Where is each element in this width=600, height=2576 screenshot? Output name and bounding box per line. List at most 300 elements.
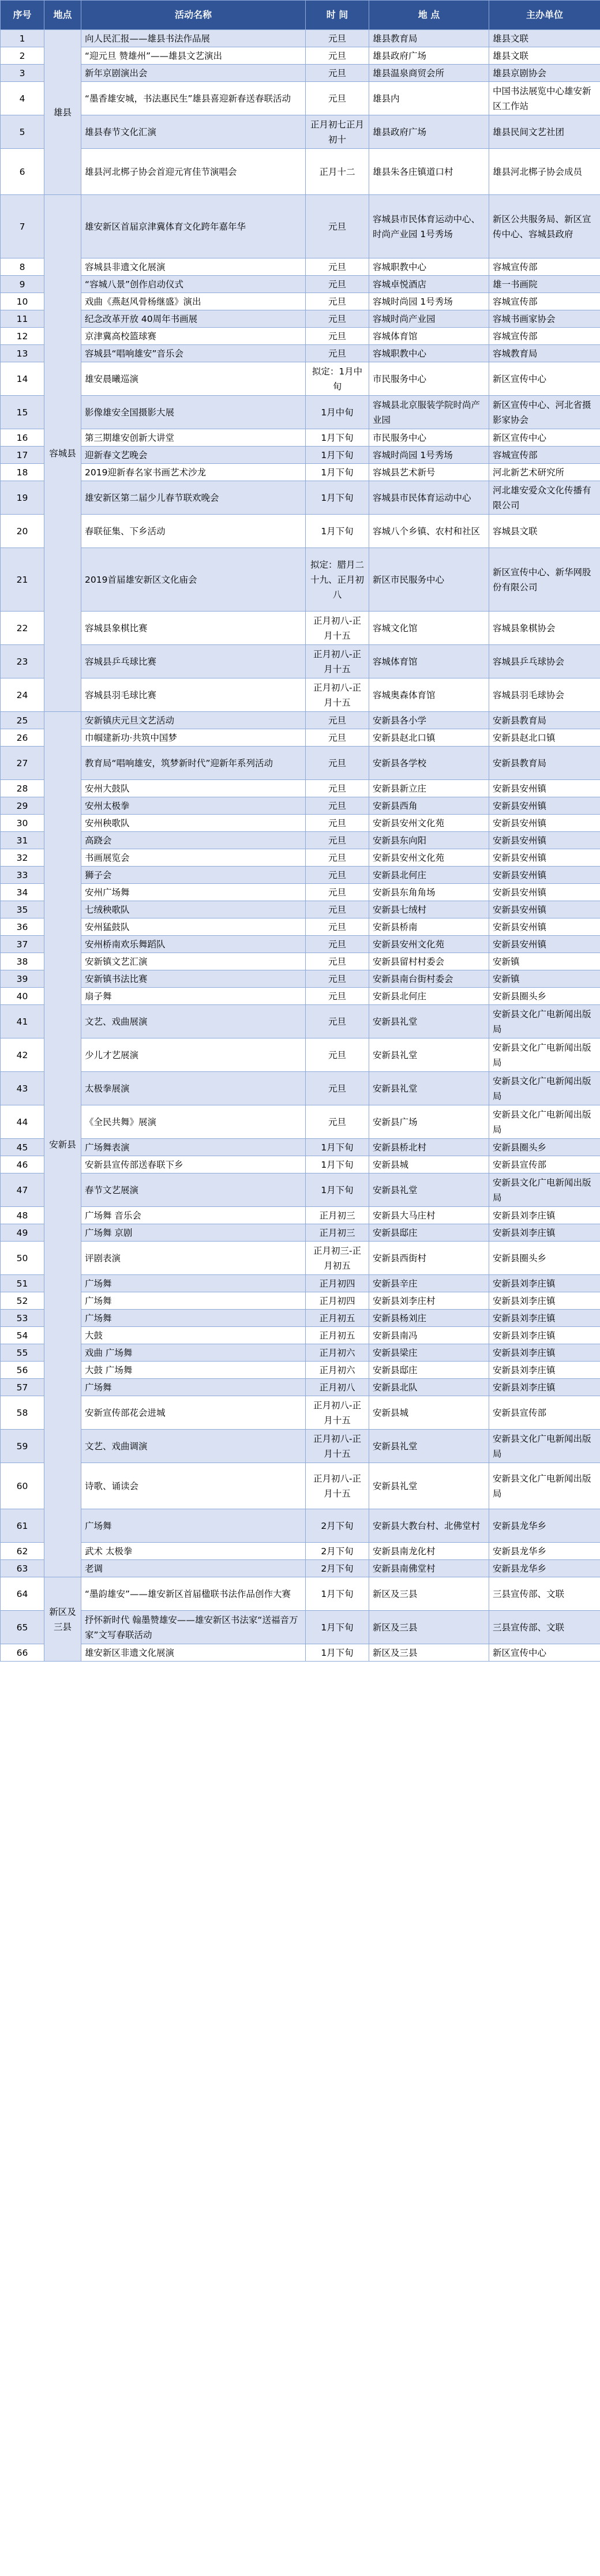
activity-name: 少儿才艺展演 <box>81 1038 306 1072</box>
activity-name: 抒怀新时代 翰墨赞雄安——雄安新区书法家“送福音万家”文写春联活动 <box>81 1611 306 1644</box>
activity-organizer: 容城宣传部 <box>489 328 600 345</box>
activity-organizer: 安新县圈头乡 <box>489 1139 600 1156</box>
table-row <box>1 729 600 747</box>
activity-organizer: 容城县象棋协会 <box>489 612 600 645</box>
activity-time: 拟定：1月中旬 <box>306 362 369 396</box>
activity-name: 2019首届雄安新区文化庙会 <box>81 548 306 612</box>
area-cell: 新区及三县 <box>44 1577 81 1662</box>
activity-name: 新年京剧演出会 <box>81 65 306 82</box>
row-number: 41 <box>1 1005 44 1038</box>
row-number: 18 <box>1 464 44 481</box>
header-name: 活动名称 <box>81 1 306 30</box>
activity-name: 文艺、戏曲调演 <box>81 1430 306 1463</box>
activity-organizer: 安新县安州镇 <box>489 815 600 832</box>
activity-organizer: 雄县民间文艺社团 <box>489 115 600 149</box>
activity-time: 元旦 <box>306 953 369 970</box>
activity-name: 戏曲 广场舞 <box>81 1344 306 1362</box>
activity-organizer: 容城县乒乓球协会 <box>489 645 600 678</box>
table-row <box>1 988 600 1005</box>
row-number: 42 <box>1 1038 44 1072</box>
table-row <box>1 515 600 548</box>
row-number: 37 <box>1 936 44 953</box>
area-cell: 安新县 <box>44 712 81 1577</box>
row-number: 40 <box>1 988 44 1005</box>
activity-name: 安新镇庆元旦文艺活动 <box>81 712 306 729</box>
table-row <box>1 276 600 293</box>
activity-organizer: 安新县安州镇 <box>489 867 600 884</box>
activity-time: 元旦 <box>306 832 369 849</box>
activity-name: 纪念改革开放 40周年书画展 <box>81 310 306 328</box>
table-row <box>1 396 600 429</box>
activity-name: 安新宣传部花会进城 <box>81 1396 306 1430</box>
activity-place: 市民服务中心 <box>369 429 489 447</box>
activity-organizer: 安新县刘李庄镇 <box>489 1224 600 1242</box>
activity-time: 正月初八-正月十五 <box>306 678 369 712</box>
activity-time: 元旦 <box>306 867 369 884</box>
activity-time: 1月下旬 <box>306 429 369 447</box>
activity-time: 元旦 <box>306 936 369 953</box>
table-row <box>1 1139 600 1156</box>
activity-organizer: 河北新艺术研究所 <box>489 464 600 481</box>
row-number: 61 <box>1 1509 44 1543</box>
activity-time: 元旦 <box>306 1072 369 1105</box>
activity-time: 元旦 <box>306 30 369 47</box>
activity-place: 安新县礼堂 <box>369 1005 489 1038</box>
activity-time: 1月下旬 <box>306 1156 369 1173</box>
table-row <box>1 936 600 953</box>
activity-time: 元旦 <box>306 1005 369 1038</box>
activity-name: 安州广场舞 <box>81 884 306 901</box>
activity-organizer: 安新县圈头乡 <box>489 988 600 1005</box>
row-number: 66 <box>1 1644 44 1662</box>
row-number: 2 <box>1 47 44 65</box>
activity-organizer: 新区宣传中心、新华网股份有限公司 <box>489 548 600 612</box>
activity-place: 安新县各学校 <box>369 747 489 780</box>
activity-time: 1月下旬 <box>306 1644 369 1662</box>
activity-place: 容城时尚园 1号秀场 <box>369 293 489 310</box>
activity-place: 容城时尚产业园 <box>369 310 489 328</box>
header-no: 序号 <box>1 1 44 30</box>
row-number: 32 <box>1 849 44 867</box>
table-row <box>1 481 600 515</box>
table-row <box>1 429 600 447</box>
activity-organizer: 容城宣传部 <box>489 447 600 464</box>
table-row <box>1 1156 600 1173</box>
row-number: 13 <box>1 345 44 362</box>
row-number: 4 <box>1 82 44 115</box>
table-row <box>1 65 600 82</box>
activity-name: 雄县河北梆子协会首迎元宵佳节演唱会 <box>81 149 306 195</box>
table-row <box>1 1242 600 1275</box>
row-number: 62 <box>1 1543 44 1560</box>
activity-time: 1月下旬 <box>306 464 369 481</box>
row-number: 17 <box>1 447 44 464</box>
activity-name: 广场舞 <box>81 1379 306 1396</box>
activity-name: “迎元旦 赞雄州”——雄县文艺演出 <box>81 47 306 65</box>
activity-place: 安新县邸庄 <box>369 1362 489 1379</box>
activity-time: 正月初八-正月十五 <box>306 1430 369 1463</box>
row-number: 50 <box>1 1242 44 1275</box>
activity-place: 安新县北何庄 <box>369 988 489 1005</box>
activity-time: 正月初三 <box>306 1224 369 1242</box>
activity-name: 武术 太极拳 <box>81 1543 306 1560</box>
activity-place: 新区市民服务中心 <box>369 548 489 612</box>
row-number: 53 <box>1 1310 44 1327</box>
activity-organizer: 容城县羽毛球协会 <box>489 678 600 712</box>
activity-place: 安新县西角 <box>369 797 489 815</box>
table-row <box>1 1207 600 1224</box>
table-row <box>1 970 600 988</box>
activity-place: 安新县梁庄 <box>369 1344 489 1362</box>
activity-place: 新区及三县 <box>369 1577 489 1611</box>
activity-organizer: 安新县文化广电新闻出版局 <box>489 1463 600 1509</box>
activity-time: 元旦 <box>306 884 369 901</box>
table-row <box>1 464 600 481</box>
activity-name: 雄县春节文化汇演 <box>81 115 306 149</box>
table-row <box>1 645 600 678</box>
activity-time: 元旦 <box>306 276 369 293</box>
row-number: 38 <box>1 953 44 970</box>
row-number: 28 <box>1 780 44 797</box>
table-row <box>1 849 600 867</box>
activity-place: 安新县东向阳 <box>369 832 489 849</box>
activity-organizer: 安新镇 <box>489 953 600 970</box>
activity-time: 正月初八-正月十五 <box>306 612 369 645</box>
activity-place: 安新县城 <box>369 1396 489 1430</box>
table-row <box>1 149 600 195</box>
header-time: 时 间 <box>306 1 369 30</box>
table-row <box>1 780 600 797</box>
activity-place: 雄县朱各庄镇道口村 <box>369 149 489 195</box>
table-row <box>1 747 600 780</box>
activity-place: 安新县礼堂 <box>369 1430 489 1463</box>
activity-name: 教育局“唱响雄安，筑梦新时代”迎新年系列活动 <box>81 747 306 780</box>
row-number: 51 <box>1 1275 44 1292</box>
activity-time: 2月下旬 <box>306 1560 369 1577</box>
table-row <box>1 1344 600 1362</box>
activity-time: 元旦 <box>306 747 369 780</box>
activity-place: 安新县刘李庄村 <box>369 1292 489 1310</box>
table-row <box>1 310 600 328</box>
activity-name: 迎新春文艺晚会 <box>81 447 306 464</box>
row-number: 9 <box>1 276 44 293</box>
activity-time: 元旦 <box>306 258 369 276</box>
activity-place: 安新县安州文化苑 <box>369 936 489 953</box>
activity-name: 向人民汇报——雄县书法作品展 <box>81 30 306 47</box>
row-number: 43 <box>1 1072 44 1105</box>
activity-place: 安新县礼堂 <box>369 1072 489 1105</box>
activity-time: 正月十二 <box>306 149 369 195</box>
activity-organizer: 三县宣传部、文联 <box>489 1611 600 1644</box>
activity-organizer: 安新县刘李庄镇 <box>489 1292 600 1310</box>
activity-place: 安新县北队 <box>369 1379 489 1396</box>
activity-place: 雄县政府广场 <box>369 115 489 149</box>
row-number: 20 <box>1 515 44 548</box>
table-row <box>1 258 600 276</box>
table-row <box>1 1396 600 1430</box>
table-row <box>1 1292 600 1310</box>
table-row <box>1 1560 600 1577</box>
activity-place: 雄县内 <box>369 82 489 115</box>
activity-organizer: 安新县龙华乡 <box>489 1560 600 1577</box>
row-number: 7 <box>1 195 44 258</box>
activity-organizer: 雄县文联 <box>489 47 600 65</box>
activity-organizer: 安新县赵北口镇 <box>489 729 600 747</box>
activity-time: 元旦 <box>306 780 369 797</box>
activity-name: 广场舞 京剧 <box>81 1224 306 1242</box>
activity-place: 安新县北何庄 <box>369 867 489 884</box>
activity-time: 正月初六 <box>306 1344 369 1362</box>
activity-place: 安新县辛庄 <box>369 1275 489 1292</box>
activity-time: 正月初五 <box>306 1327 369 1344</box>
activity-place: 容城八个乡镇、农村和社区 <box>369 515 489 548</box>
activity-organizer: 安新县宣传部 <box>489 1396 600 1430</box>
row-number: 34 <box>1 884 44 901</box>
row-number: 48 <box>1 1207 44 1224</box>
activity-time: 正月初八 <box>306 1379 369 1396</box>
activity-time: 元旦 <box>306 1105 369 1139</box>
row-number: 36 <box>1 918 44 936</box>
table-row <box>1 115 600 149</box>
row-number: 24 <box>1 678 44 712</box>
table-row <box>1 548 600 612</box>
table-row <box>1 1463 600 1509</box>
activity-organizer: 安新县文化广电新闻出版局 <box>489 1038 600 1072</box>
table-header-row <box>1 1 600 30</box>
activity-name: 影像雄安全国摄影大展 <box>81 396 306 429</box>
activity-organizer: 雄一书画院 <box>489 276 600 293</box>
activity-place: 容城时尚园 1号秀场 <box>369 447 489 464</box>
activity-organizer: 安新县刘李庄镇 <box>489 1310 600 1327</box>
activity-name: 广场舞 <box>81 1310 306 1327</box>
table-row <box>1 195 600 258</box>
activity-name: 老调 <box>81 1560 306 1577</box>
activity-name: 安州太极拳 <box>81 797 306 815</box>
activity-organizer: 安新县文化广电新闻出版局 <box>489 1072 600 1105</box>
activity-organizer: 安新县刘李庄镇 <box>489 1275 600 1292</box>
activity-place: 安新县南龙化村 <box>369 1543 489 1560</box>
activity-organizer: 安新县刘李庄镇 <box>489 1344 600 1362</box>
row-number: 10 <box>1 293 44 310</box>
activity-name: 容城县非遗文化展演 <box>81 258 306 276</box>
activity-name: 高跷会 <box>81 832 306 849</box>
activity-place: 新区及三县 <box>369 1611 489 1644</box>
row-number: 63 <box>1 1560 44 1577</box>
activity-place: 安新县邸庄 <box>369 1224 489 1242</box>
activity-organizer: 新区宣传中心 <box>489 429 600 447</box>
activity-place: 安新县城 <box>369 1156 489 1173</box>
activity-time: 正月初八-正月十五 <box>306 645 369 678</box>
activity-organizer: 安新县安州镇 <box>489 797 600 815</box>
table-row <box>1 797 600 815</box>
row-number: 54 <box>1 1327 44 1344</box>
activity-organizer: 安新县安州镇 <box>489 901 600 918</box>
activity-organizer: 安新县文化广电新闻出版局 <box>489 1005 600 1038</box>
table-row <box>1 1379 600 1396</box>
activity-organizer: 容城教育局 <box>489 345 600 362</box>
table-row <box>1 712 600 729</box>
activity-organizer: 安新县文化广电新闻出版局 <box>489 1430 600 1463</box>
table-row <box>1 867 600 884</box>
activity-place: 安新县西街村 <box>369 1242 489 1275</box>
table-row <box>1 1005 600 1038</box>
table-row <box>1 1430 600 1463</box>
activity-organizer: 安新县刘李庄镇 <box>489 1362 600 1379</box>
table-row <box>1 884 600 901</box>
row-number: 33 <box>1 867 44 884</box>
activity-organizer: 新区宣传中心 <box>489 1644 600 1662</box>
row-number: 31 <box>1 832 44 849</box>
activity-organizer: 中国书法展览中心雄安新区工作站 <box>489 82 600 115</box>
activity-name: 春节文艺展演 <box>81 1173 306 1207</box>
activity-organizer: 安新县刘李庄镇 <box>489 1207 600 1224</box>
activity-place: 雄县教育局 <box>369 30 489 47</box>
activity-time: 正月初三-正月初五 <box>306 1242 369 1275</box>
activity-name: 容城县“唱响雄安”音乐会 <box>81 345 306 362</box>
activity-organizer: 安新县安州镇 <box>489 936 600 953</box>
table-row <box>1 1105 600 1139</box>
activity-name: 书画展览会 <box>81 849 306 867</box>
activity-time: 1月下旬 <box>306 1611 369 1644</box>
activity-time: 2月下旬 <box>306 1543 369 1560</box>
table-row <box>1 1072 600 1105</box>
row-number: 65 <box>1 1611 44 1644</box>
activity-time: 元旦 <box>306 815 369 832</box>
activity-organizer: 三县宣传部、文联 <box>489 1577 600 1611</box>
activity-name: “容城八景”创作启动仪式 <box>81 276 306 293</box>
activity-time: 元旦 <box>306 970 369 988</box>
activity-organizer: 安新县文化广电新闻出版局 <box>489 1105 600 1139</box>
activity-organizer: 雄县河北梆子协会成员 <box>489 149 600 195</box>
area-cell: 雄县 <box>44 30 81 195</box>
activity-time: 1月下旬 <box>306 515 369 548</box>
activity-name: 《全民共舞》展演 <box>81 1105 306 1139</box>
activity-place: 容城县艺术新号 <box>369 464 489 481</box>
activity-place: 容城县市民体育运动中心、时尚产业园 1号秀场 <box>369 195 489 258</box>
activity-name: 安州大鼓队 <box>81 780 306 797</box>
activity-time: 拟定：腊月二十九、正月初八 <box>306 548 369 612</box>
activity-name: 太极拳展演 <box>81 1072 306 1105</box>
row-number: 12 <box>1 328 44 345</box>
table-row <box>1 1509 600 1543</box>
activity-time: 元旦 <box>306 918 369 936</box>
activity-name: 第三期雄安创新大讲堂 <box>81 429 306 447</box>
activity-organizer: 安新县教育局 <box>489 712 600 729</box>
activity-name: 安州桥南欢乐舞蹈队 <box>81 936 306 953</box>
activity-time: 元旦 <box>306 729 369 747</box>
activity-place: 安新县礼堂 <box>369 1463 489 1509</box>
activity-place: 雄县政府广场 <box>369 47 489 65</box>
activity-place: 容城体育馆 <box>369 328 489 345</box>
row-number: 16 <box>1 429 44 447</box>
row-number: 15 <box>1 396 44 429</box>
activity-place: 容城体育馆 <box>369 645 489 678</box>
header-org: 主办单位 <box>489 1 600 30</box>
activity-place: 安新县桥北村 <box>369 1139 489 1156</box>
activity-organizer: 安新县安州镇 <box>489 832 600 849</box>
activity-time: 元旦 <box>306 712 369 729</box>
activity-time: 元旦 <box>306 82 369 115</box>
activity-name: 雄安新区第二届少儿春节联欢晚会 <box>81 481 306 515</box>
activity-time: 元旦 <box>306 345 369 362</box>
activity-name: 安新县宣传部送春联下乡 <box>81 1156 306 1173</box>
table-row <box>1 953 600 970</box>
header-area: 地点 <box>44 1 81 30</box>
table-row <box>1 328 600 345</box>
table-row <box>1 447 600 464</box>
row-number: 39 <box>1 970 44 988</box>
activity-place: 容城职教中心 <box>369 345 489 362</box>
row-number: 55 <box>1 1344 44 1362</box>
activity-organizer: 雄县文联 <box>489 30 600 47</box>
table-row <box>1 1038 600 1072</box>
activity-time: 1月中旬 <box>306 396 369 429</box>
table-body <box>1 30 600 1662</box>
activity-organizer: 新区宣传中心 <box>489 362 600 396</box>
table-row <box>1 1543 600 1560</box>
table-row <box>1 1224 600 1242</box>
activity-name: 雄安新区非遗文化展演 <box>81 1644 306 1662</box>
row-number: 14 <box>1 362 44 396</box>
table-row <box>1 293 600 310</box>
activity-place: 安新县赵北口镇 <box>369 729 489 747</box>
activity-time: 1月下旬 <box>306 1577 369 1611</box>
activity-organizer: 安新县龙华乡 <box>489 1509 600 1543</box>
row-number: 46 <box>1 1156 44 1173</box>
row-number: 58 <box>1 1396 44 1430</box>
activity-name: 安新镇书法比赛 <box>81 970 306 988</box>
activity-time: 正月初四 <box>306 1275 369 1292</box>
activity-place: 安新县桥南 <box>369 918 489 936</box>
table-row <box>1 918 600 936</box>
row-number: 35 <box>1 901 44 918</box>
activity-name: 诗歌、诵读会 <box>81 1463 306 1509</box>
activity-organizer: 安新镇 <box>489 970 600 988</box>
activity-name: “墨韵雄安”——雄安新区首届楹联书法作品创作大赛 <box>81 1577 306 1611</box>
activity-place: 新区及三县 <box>369 1644 489 1662</box>
row-number: 25 <box>1 712 44 729</box>
activity-name: 安州猛鼓队 <box>81 918 306 936</box>
activity-organizer: 安新县刘李庄镇 <box>489 1327 600 1344</box>
table-row <box>1 1644 600 1662</box>
activity-name: 春联征集、下乡活动 <box>81 515 306 548</box>
activity-place: 容城奥森体育馆 <box>369 678 489 712</box>
activity-name: 广场舞 音乐会 <box>81 1207 306 1224</box>
activity-place: 安新县留村村委会 <box>369 953 489 970</box>
activity-time: 正月初八-正月十五 <box>306 1396 369 1430</box>
activity-organizer: 安新县安州镇 <box>489 780 600 797</box>
activity-organizer: 安新县刘李庄镇 <box>489 1379 600 1396</box>
activity-place: 容城文化馆 <box>369 612 489 645</box>
row-number: 19 <box>1 481 44 515</box>
table-row <box>1 1362 600 1379</box>
activity-organizer: 雄县京剧协会 <box>489 65 600 82</box>
row-number: 1 <box>1 30 44 47</box>
activity-organizer: 新区宣传中心、河北省摄影家协会 <box>489 396 600 429</box>
activity-time: 元旦 <box>306 849 369 867</box>
activity-time: 2月下旬 <box>306 1509 369 1543</box>
activity-place: 安新县安州文化苑 <box>369 815 489 832</box>
activity-time: 元旦 <box>306 195 369 258</box>
row-number: 6 <box>1 149 44 195</box>
activity-time: 元旦 <box>306 65 369 82</box>
table-row <box>1 815 600 832</box>
activity-name: “墨香雄安城，书法惠民生”雄县喜迎新春送春联活动 <box>81 82 306 115</box>
activity-time: 正月初七正月初十 <box>306 115 369 149</box>
row-number: 44 <box>1 1105 44 1139</box>
table-row <box>1 832 600 849</box>
activity-place: 安新县新立庄 <box>369 780 489 797</box>
